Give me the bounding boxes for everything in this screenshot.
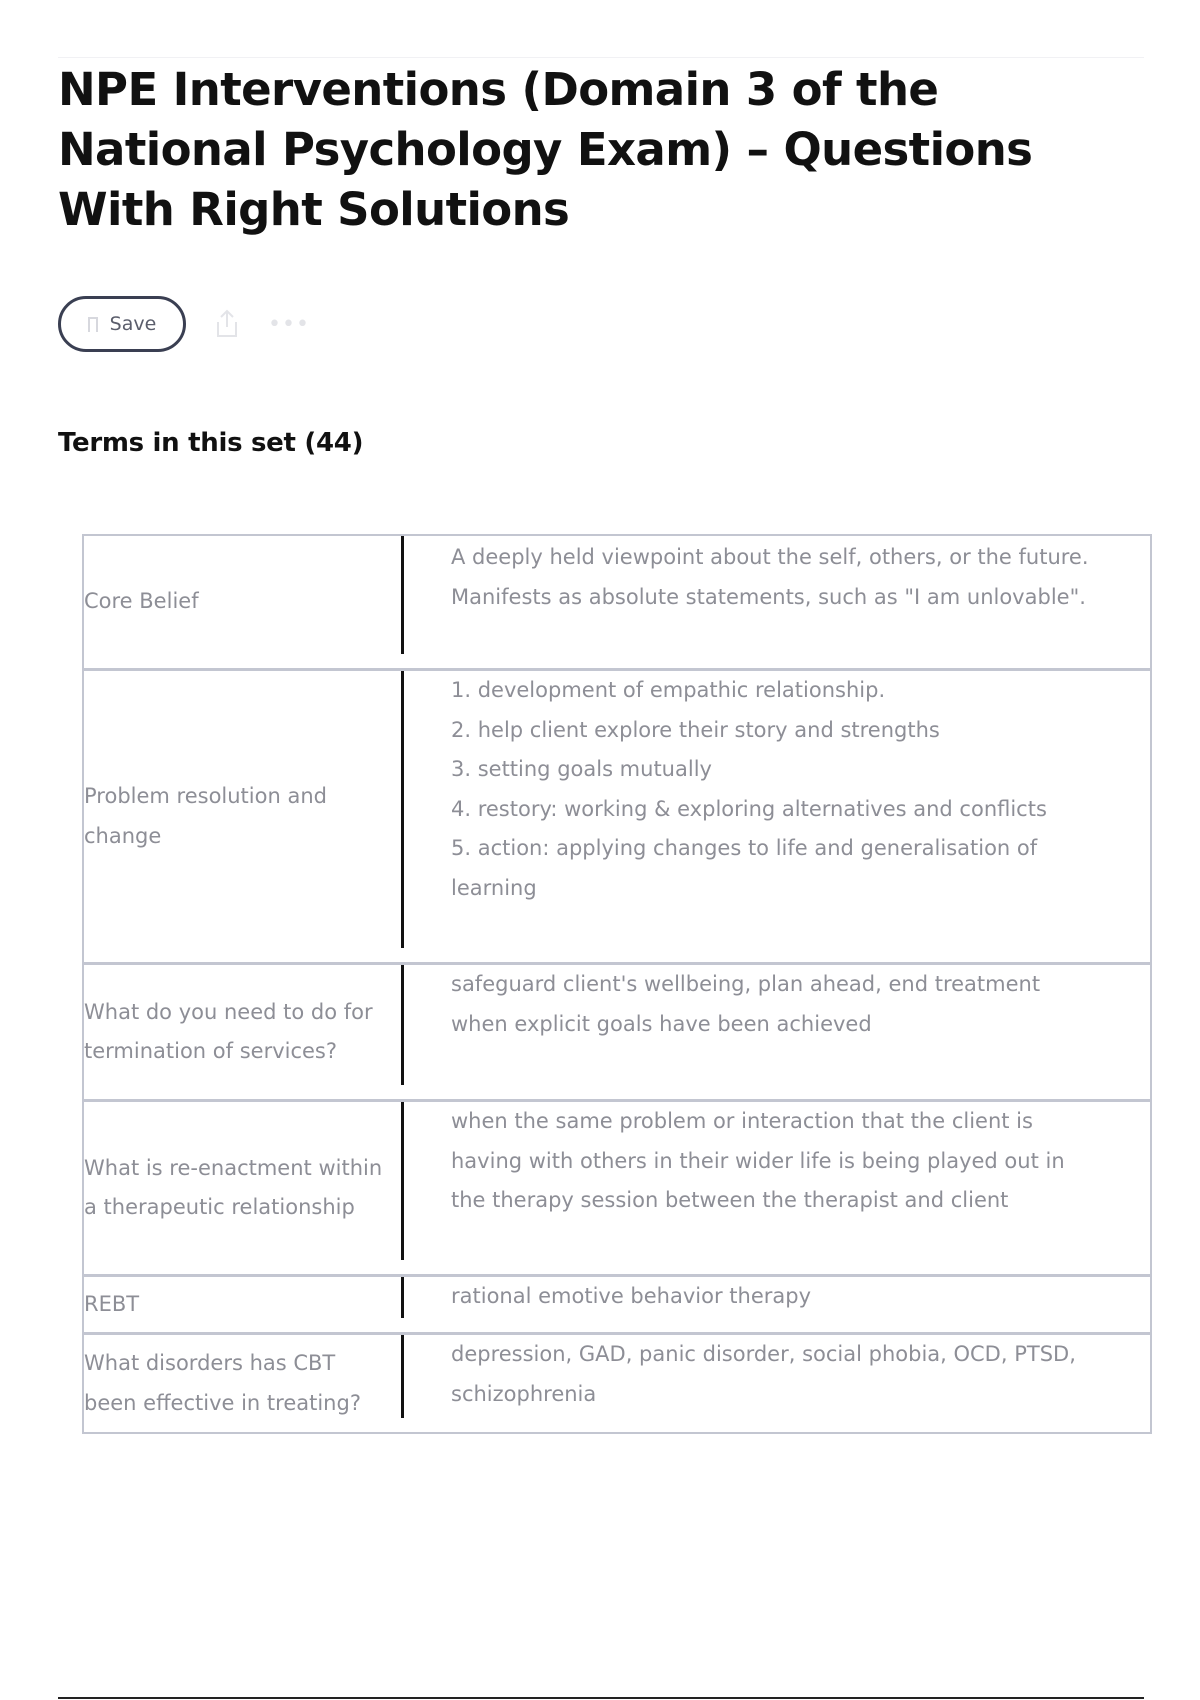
more-icon[interactable]: ••• xyxy=(268,311,310,337)
save-button[interactable] xyxy=(58,296,186,352)
term-text: REBT xyxy=(84,1291,140,1316)
terms-table xyxy=(82,534,1152,1434)
definition-cell xyxy=(404,965,1150,1099)
definition-cell xyxy=(404,1277,1150,1332)
definition-cell xyxy=(404,1102,1150,1274)
term-cell xyxy=(84,1335,404,1432)
term-text: Problem resolution and change xyxy=(84,784,327,848)
term-cell xyxy=(84,536,404,668)
term-cell xyxy=(84,1102,404,1274)
definition-cell xyxy=(404,536,1150,668)
definition-text: when the same problem or interaction that the client is having with others in their wider life is being played out in the therapy session between the therapist and client xyxy=(451,1109,1065,1212)
bookmark-icon xyxy=(88,317,98,332)
top-divider xyxy=(58,57,1144,58)
term-cell xyxy=(84,671,404,962)
term-row xyxy=(84,536,1150,671)
definition-text: depression, GAD, panic disorder, social phobia, OCD, PTSD, schizophrenia xyxy=(451,1342,1076,1406)
term-row xyxy=(84,671,1150,965)
definition-text: 1. development of empathic relationship. 2. help client explore their story and strengths 3. setting goals mutually 4. restory: working & exploring alternatives and conflicts 5. action: applying changes to life and generalisation of learning xyxy=(451,678,1047,900)
term-cell xyxy=(84,1277,404,1332)
term-row xyxy=(84,1335,1150,1432)
term-text: What do you need to do for termination of services? xyxy=(84,999,373,1063)
term-row xyxy=(84,1102,1150,1277)
term-text: What disorders has CBT been effective in treating? xyxy=(84,1351,361,1415)
page-title: NPE Interventions (Domain 3 of the National Psychology Exam) – Questions With Right Solutions xyxy=(58,63,1033,236)
definition-text: safeguard client's wellbeing, plan ahead, end treatment when explicit goals have been achieved xyxy=(451,972,1041,1036)
definition-cell xyxy=(404,1335,1150,1432)
definition-text: rational emotive behavior therapy xyxy=(451,1284,811,1308)
term-row xyxy=(84,965,1150,1102)
term-text: What is re-enactment within a therapeutic relationship xyxy=(84,1155,383,1219)
term-text: Core Belief xyxy=(84,589,199,614)
save-button-label: Save xyxy=(109,313,157,335)
term-row xyxy=(84,1277,1150,1335)
bottom-divider xyxy=(58,1697,1144,1699)
terms-heading: Terms in this set (44) xyxy=(58,428,364,458)
term-cell xyxy=(84,965,404,1099)
share-icon[interactable] xyxy=(214,309,240,339)
definition-cell xyxy=(404,671,1150,962)
definition-text: A deeply held viewpoint about the self, others, or the future. Manifests as absolute statements, such as "I am unlovable". xyxy=(451,545,1089,609)
action-bar xyxy=(58,294,310,354)
